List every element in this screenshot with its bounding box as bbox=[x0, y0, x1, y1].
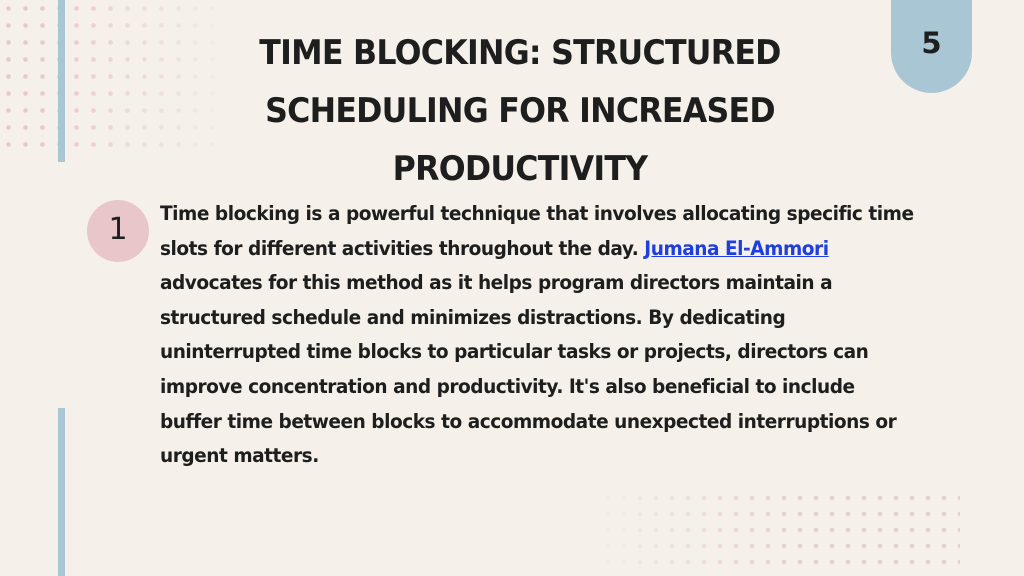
body-text-after-link: advocates for this method as it helps program directors maintain a structured schedule and minimizes distractions. By dedicating uninterrupted time blocks to particular tasks or projects, directors can improve concentration and productivity. It's also beneficial to include buffer time between blocks to accommodate unexpected interruptions or urgent matters. bbox=[160, 271, 897, 468]
decorative-dot-pattern-bottom-right bbox=[600, 490, 960, 576]
slide-title: TIME BLOCKING: STRUCTURED SCHEDULING FOR INCREASED PRODUCTIVITY bbox=[259, 33, 781, 189]
item-number-badge bbox=[87, 200, 149, 262]
item-number: 1 bbox=[108, 211, 128, 247]
page-number: 5 bbox=[921, 25, 942, 60]
page-number-tab bbox=[891, 0, 972, 93]
body-text-before-link: Time blocking is a powerful technique that involves allocating specific time slots for different activities throughout the day. bbox=[160, 202, 914, 260]
decorative-bar-top bbox=[58, 0, 65, 162]
body-paragraph bbox=[160, 197, 920, 474]
decorative-bar-bottom bbox=[58, 408, 65, 576]
decorative-dot-pattern-top-left bbox=[0, 0, 215, 150]
author-link[interactable]: Jumana El-Ammori bbox=[644, 236, 829, 260]
